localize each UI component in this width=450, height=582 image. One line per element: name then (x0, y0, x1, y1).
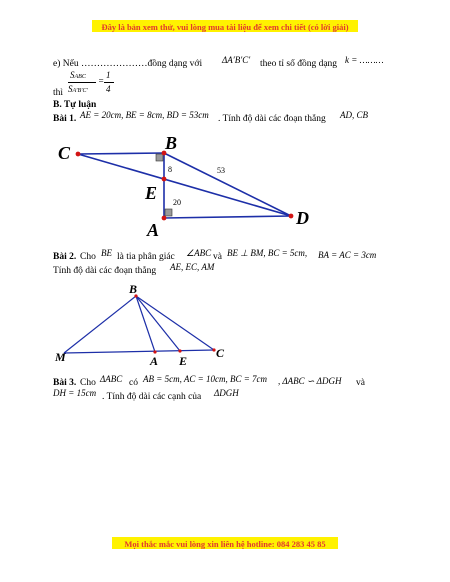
bai1-label: Bài 1. (53, 114, 77, 124)
bai1-targets: AD, CB (340, 110, 368, 120)
bai2-label: Bài 2. (53, 252, 77, 262)
part-e-k: k = ……… (345, 55, 384, 65)
label-M2: M (55, 350, 66, 364)
label-E: E (145, 183, 158, 203)
label-C2: C (216, 346, 225, 360)
bai2-conds2: BA = AC = 3cm (318, 250, 377, 260)
label-A: A (147, 220, 160, 240)
frac-den-sub: A′B′C′ (72, 88, 88, 94)
label-D: D (296, 208, 309, 228)
bai3-tri2: ΔDGH (214, 388, 239, 398)
part-e-then: thì (53, 88, 64, 98)
bai1-given: AE = 20cm, BE = 8cm, BD = 53cm (80, 110, 209, 120)
part-e-triangle: ΔA′B′C′ (222, 55, 251, 65)
label-A2: A (150, 354, 159, 368)
segment-MC (64, 350, 214, 353)
bai3-dh: DH = 15cm (53, 388, 97, 398)
bai1-question: . Tính độ dài các đoạn thẳng (218, 114, 326, 124)
ratio-den: 4 (106, 84, 111, 94)
label-E2: E (179, 354, 188, 368)
bai3-tri: ΔABC (100, 374, 123, 384)
frac-num-sub: ABC (74, 74, 86, 80)
bai2-text1: Cho (80, 252, 96, 262)
bai3-line2: . Tính độ dài các cạnh của (102, 392, 202, 402)
preview-notice: Đây là bản xem thử, vui lòng mua tài liệu để xem chi tiết (có lời giải) (101, 22, 349, 32)
bai3-text2: có (129, 378, 138, 388)
bai2-line2: Tính độ dài các đoạn thẳng (53, 266, 157, 276)
bai2-text2: là tia phân giác (117, 252, 175, 262)
bai2-text3: và (213, 252, 222, 262)
bai2-var: BE (101, 248, 112, 258)
segment-BE (136, 296, 180, 351)
label-C: C (58, 143, 71, 163)
segment-BC (136, 296, 214, 350)
label-B: B (165, 133, 178, 153)
label-B2: B (129, 282, 138, 296)
length-AE: 20 (173, 198, 181, 207)
frac-eq: = (98, 76, 105, 86)
bai3-label: Bài 3. (53, 378, 77, 388)
length-BE: 8 (168, 165, 172, 174)
ratio-num: 1 (106, 70, 111, 80)
bai3-given: AB = 5cm, AC = 10cm, BC = 7cm (143, 374, 268, 384)
length-BD: 53 (217, 166, 225, 175)
hotline-footer: Mọi thắc mắc vui lòng xin liên hệ hotline: 084 283 45 85 (124, 539, 326, 549)
point-E2 (178, 349, 181, 352)
frac-num-s: S (70, 70, 75, 80)
part-e-middle: theo tỉ số đồng dạng (260, 59, 338, 69)
bai2-conds: BE ⊥ BM, BC = 5cm, (227, 248, 308, 258)
bai3-and: và (356, 378, 365, 388)
bai3-text1: Cho (80, 378, 96, 388)
bai2-angle: ∠ABC (186, 248, 212, 258)
part-e-prefix: e) Nếu …………………đồng dạng với (53, 59, 203, 69)
frac-den-s: S (68, 84, 73, 94)
segment-BA (136, 296, 155, 352)
bai2-targets: AE, EC, AM (170, 262, 215, 272)
section-title: B. Tự luận (53, 100, 97, 110)
segment-BM (64, 296, 136, 353)
bai3-sim: , ΔABC ∽ ΔDGH (278, 376, 342, 386)
